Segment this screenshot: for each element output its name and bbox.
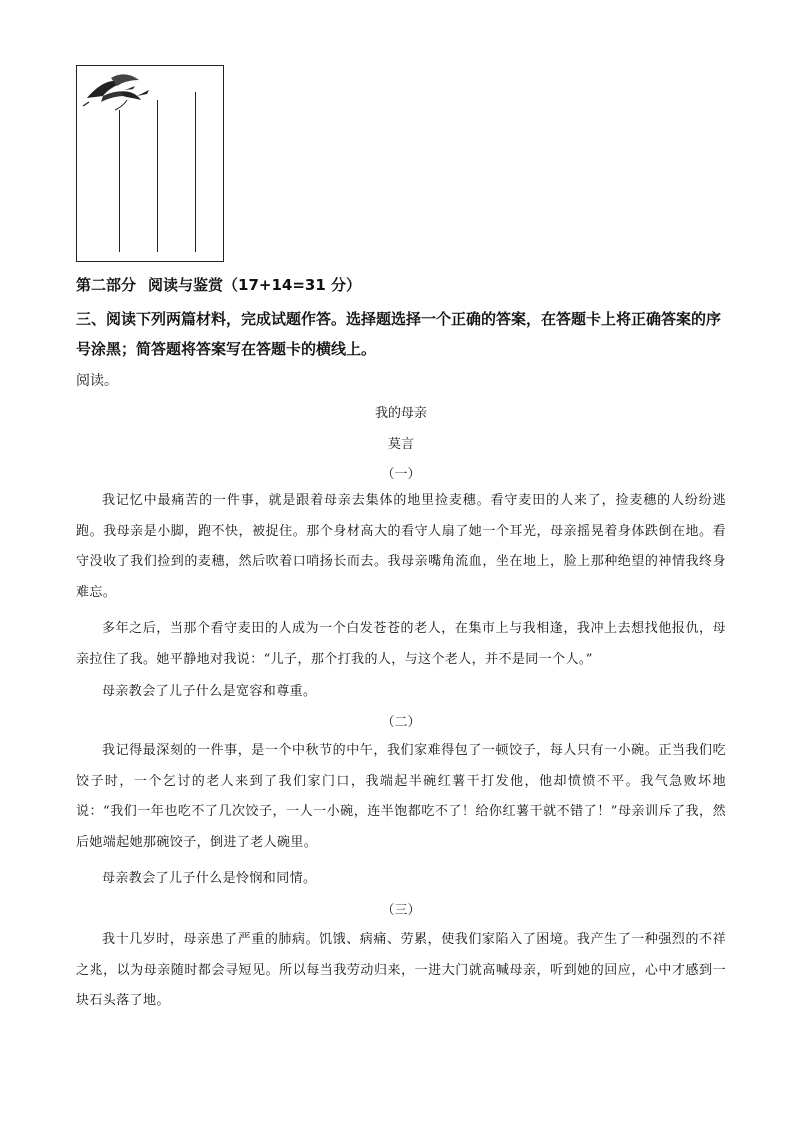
paragraph: 多年之后，当那个看守麦田的人成为一个白发苍苍的老人，在集市上与我相逢，我冲上去想找他报仇，母亲拉住了我。她平静地对我说：“儿子，那个打我的人，与这个老人，并不是同一个人。” (76, 621, 726, 667)
section-heading (76, 274, 361, 295)
article-author: 莫言 (387, 437, 414, 452)
instructions: 三、阅读下列两篇材料，完成试题作答。选择题选择一个正确的答案，在答题卡上将正确答案的序号涂黑；简答题将答案写在答题卡的横线上。 (76, 310, 722, 358)
card-line-2 (157, 100, 158, 252)
lead-in: 阅读。 (76, 373, 118, 389)
card-line-1 (119, 110, 120, 252)
section-subtitle: 阅读与鉴赏（17+14=31 分） (148, 276, 361, 294)
section-heading-1: （一） (381, 467, 421, 482)
section-title: 第二部分 (76, 276, 137, 294)
section-heading-3: （三） (381, 903, 421, 918)
paragraph: 我十几岁时，母亲患了严重的肺病。饥饿、病痛、劳累，使我们家陷入了困境。我产生了一种强烈的不祥之兆，以为母亲随时都会寻短见。所以每当我劳动归来，一进大门就高喊母亲，听到她的回应，心中才感到一块石头落了地。 (76, 932, 726, 1008)
paragraph: 母亲教会了儿子什么是怜悯和同情。 (102, 871, 317, 886)
decorative-card (76, 65, 224, 262)
article-title: 我的母亲 (374, 406, 427, 421)
paragraph: 我记忆中最痛苦的一件事，就是跟着母亲去集体的地里捡麦穗。看守麦田的人来了，捡麦穗的人纷纷逃跑。我母亲是小脚，跑不快，被捉住。那个身材高大的看守人扇了她一个耳光，母亲摇晃着身体跌倒在地。看守没收了我们捡到的麦穗，然后吹着口哨扬长而去。我母亲嘴角流血，坐在地上，脸上那种绝望的神情我终身难忘。 (76, 493, 726, 600)
section-heading-2: （二） (381, 715, 421, 730)
paragraph: 母亲教会了儿子什么是宽容和尊重。 (102, 684, 317, 699)
card-line-3 (195, 92, 196, 252)
crane-illustration-icon (77, 66, 225, 263)
paragraph: 我记得最深刻的一件事，是一个中秋节的中午，我们家难得包了一顿饺子，每人只有一小碗。正当我们吃饺子时，一个乞讨的老人来到了我们家门口，我端起半碗红薯干打发他，他却愤愤不平。我气急败坏地说：“我们一年也吃不了几次饺子，一人一小碗，连半饱都吃不了！给你红薯干就不错了！”母亲训斥了我，然后她端起她那碗饺子，倒进了老人碗里。 (76, 743, 726, 850)
